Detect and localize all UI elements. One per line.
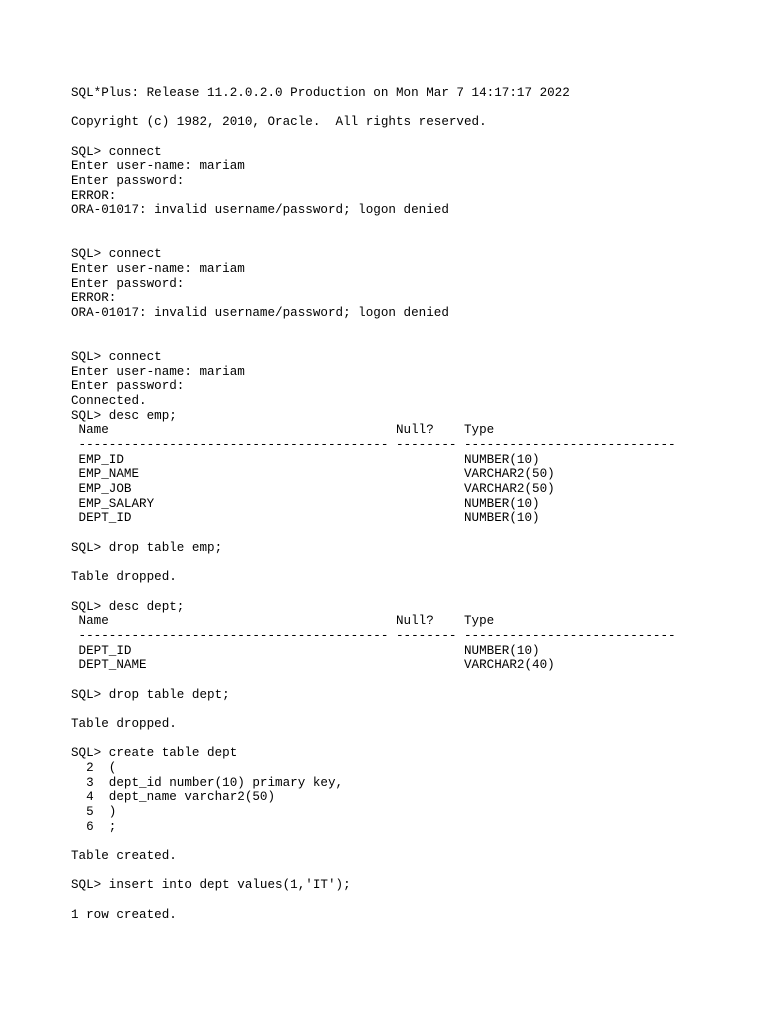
transcript-line: EMP_SALARY NUMBER(10) (71, 496, 540, 511)
transcript-line: 5 ) (71, 804, 117, 819)
transcript-line: SQL*Plus: Release 11.2.0.2.0 Production on Mon Mar 7 14:17:17 2022 (71, 86, 570, 100)
sql-prompt-line: SQL> connect (71, 144, 162, 159)
blank-line (71, 673, 711, 688)
transcript-line: DEPT_NAME VARCHAR2(40) (71, 658, 555, 673)
transcript-line: Table created. (71, 848, 177, 863)
transcript-line: Table dropped. (71, 570, 177, 585)
transcript-line: Table dropped. (71, 716, 177, 731)
error-line: ORA-01017: invalid username/password; logon denied (71, 203, 449, 218)
blank-line (71, 702, 711, 717)
sql-prompt-line: SQL> insert into dept values(1,'IT'); (71, 878, 351, 893)
table-divider-line: ----------------------------------------- -------- ---------------------------- (71, 628, 676, 643)
transcript-line: 3 dept_id number(10) primary key, (71, 775, 344, 790)
blank-line (71, 732, 711, 747)
blank-line (71, 834, 711, 849)
sql-prompt-line: SQL> drop table dept; (71, 687, 230, 702)
transcript-line: 4 dept_name varchar2(50) (71, 790, 276, 805)
transcript-line: EMP_NAME VARCHAR2(50) (71, 467, 555, 482)
sqlplus-transcript (71, 86, 711, 922)
transcript-line: Enter user-name: mariam (71, 262, 245, 277)
blank-line (71, 585, 711, 600)
transcript-line: Enter user-name: mariam (71, 364, 245, 379)
table-divider-line: ----------------------------------------- -------- ---------------------------- (71, 438, 676, 453)
transcript-line: Name Null? Type (71, 614, 495, 629)
blank-line (71, 218, 711, 233)
transcript-line: EMP_JOB VARCHAR2(50) (71, 482, 555, 497)
transcript-line: EMP_ID NUMBER(10) (71, 452, 540, 467)
sql-prompt-line: SQL> connect (71, 350, 162, 365)
error-line: ORA-01017: invalid username/password; logon denied (71, 306, 449, 321)
blank-line (71, 526, 711, 541)
blank-line (71, 130, 711, 145)
transcript-line: 6 ; (71, 819, 117, 834)
error-line: ERROR: (71, 291, 117, 306)
transcript-line: 1 row created. (71, 907, 177, 922)
sql-prompt-line: SQL> desc dept; (71, 599, 185, 614)
blank-line (71, 556, 711, 571)
transcript-line: DEPT_ID NUMBER(10) (71, 511, 540, 526)
error-line: ERROR: (71, 188, 117, 203)
blank-line (71, 101, 711, 116)
blank-line (71, 893, 711, 908)
transcript-line: Enter password: (71, 379, 185, 394)
transcript-line: Name Null? Type (71, 423, 495, 438)
transcript-line: Enter user-name: mariam (71, 159, 245, 174)
sql-prompt-line: SQL> desc emp; (71, 408, 177, 423)
transcript-line: Connected. (71, 394, 147, 409)
transcript-line: Copyright (c) 1982, 2010, Oracle. All rights reserved. (71, 115, 487, 130)
blank-line (71, 864, 711, 879)
transcript-line: Enter password: (71, 276, 185, 291)
transcript-line: DEPT_ID NUMBER(10) (71, 643, 540, 658)
sql-prompt-line: SQL> drop table emp; (71, 540, 223, 555)
blank-line (71, 321, 711, 336)
blank-line (71, 233, 711, 248)
sql-prompt-line: SQL> create table dept (71, 746, 238, 761)
blank-line (71, 335, 711, 350)
transcript-line: Enter password: (71, 174, 185, 189)
transcript-line: 2 ( (71, 760, 117, 775)
sql-prompt-line: SQL> connect (71, 247, 162, 262)
